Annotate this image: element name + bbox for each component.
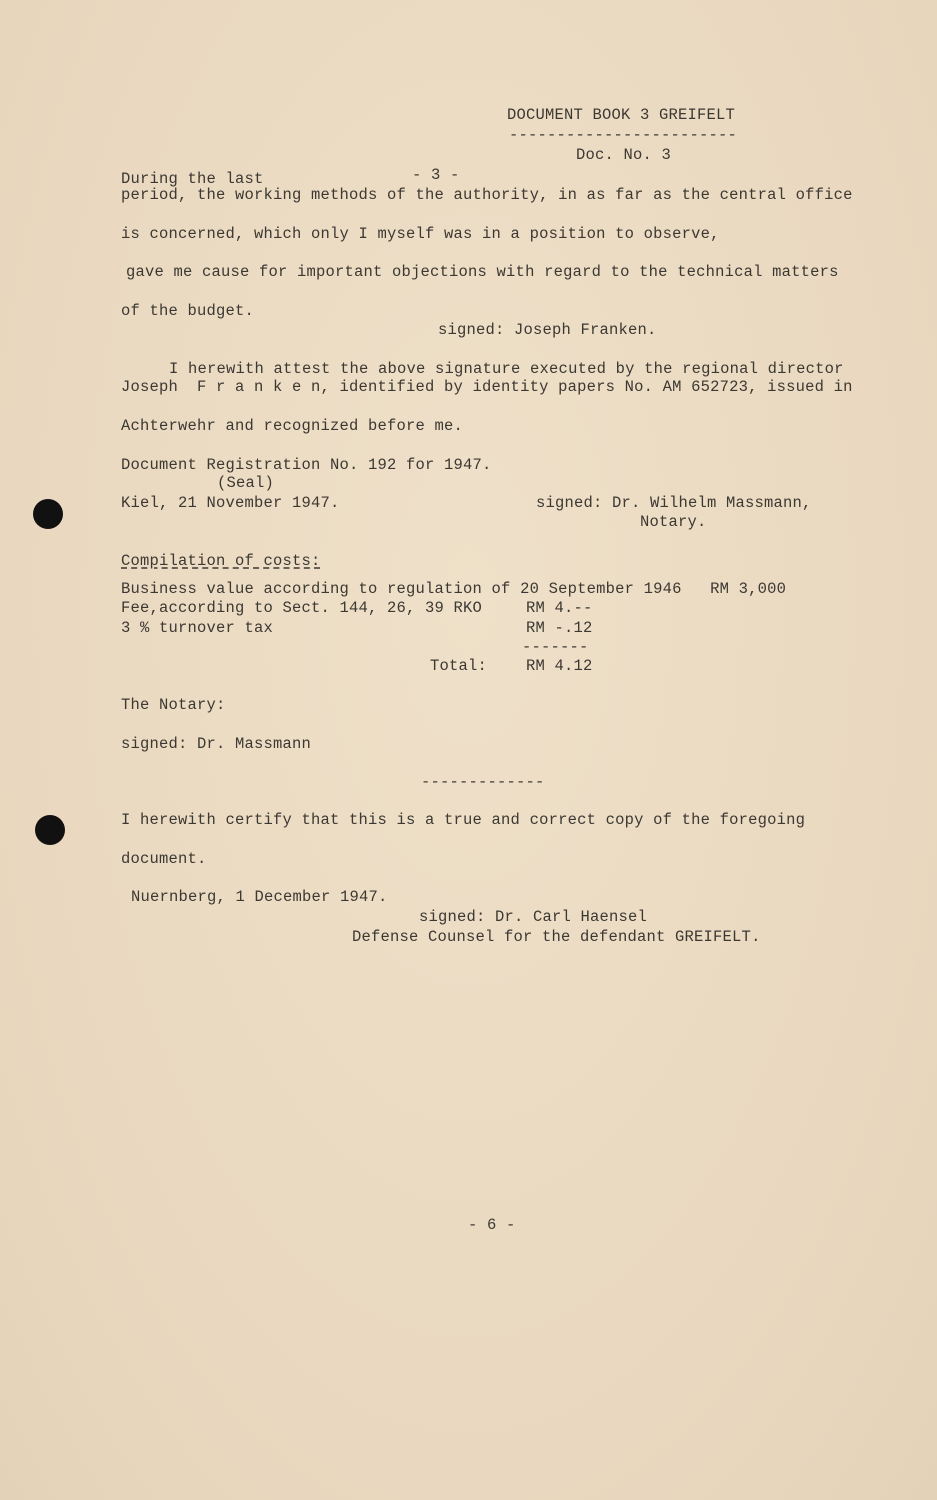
section-divider: ------------- bbox=[421, 773, 545, 791]
costs-line-label: Fee,according to Sect. 144, 26, 39 RKO bbox=[121, 599, 483, 617]
signature-franken: signed: Joseph Franken. bbox=[438, 321, 657, 339]
signature-haensel: signed: Dr. Carl Haensel bbox=[419, 908, 648, 926]
costs-line-label: 3 % turnover tax bbox=[121, 619, 274, 637]
costs-line-value: RM -.12 bbox=[526, 619, 593, 637]
page-number: - 6 - bbox=[468, 1216, 516, 1234]
place-date-kiel: Kiel, 21 November 1947. bbox=[121, 494, 340, 512]
attestation-line: Joseph F r a n k e n, identified by identity papers No. AM 652723, issued in bbox=[121, 378, 853, 396]
certification-line: I herewith certify that this is a true and correct copy of the foregoing bbox=[121, 811, 806, 829]
notary-label: The Notary: bbox=[121, 696, 226, 714]
total-label: Total: bbox=[430, 657, 488, 675]
costs-heading: Compilation of costs: bbox=[121, 552, 321, 570]
page-marker: - 3 - bbox=[412, 166, 460, 184]
notary-title: Notary. bbox=[640, 513, 707, 531]
sum-rule: ------- bbox=[522, 638, 589, 656]
paragraph-line: is concerned, which only I myself was in a position to observe, bbox=[121, 225, 720, 243]
registration-number: Document Registration No. 192 for 1947. bbox=[121, 456, 492, 474]
paragraph-line: During the last bbox=[121, 170, 264, 188]
defense-counsel-title: Defense Counsel for the defendant GREIFELT. bbox=[352, 928, 761, 946]
notary-signature: signed: Dr. Massmann bbox=[121, 735, 312, 753]
paragraph-line: period, the working methods of the authority, in as far as the central office bbox=[121, 186, 853, 204]
punch-hole-bottom bbox=[35, 815, 65, 845]
document-number: Doc. No. 3 bbox=[576, 146, 672, 164]
signature-massmann: signed: Dr. Wilhelm Massmann, bbox=[536, 494, 812, 512]
costs-line: Business value according to regulation of 20 September 1946 RM 3,000 bbox=[121, 580, 787, 598]
place-date-nuernberg: Nuernberg, 1 December 1947. bbox=[131, 888, 388, 906]
costs-line-value: RM 4.-- bbox=[526, 599, 593, 617]
paragraph-line: gave me cause for important objections with regard to the technical matters bbox=[126, 263, 839, 281]
paragraph-line: of the budget. bbox=[121, 302, 255, 320]
attestation-line: I herewith attest the above signature executed by the regional director bbox=[169, 360, 844, 378]
punch-hole-top bbox=[33, 499, 63, 529]
certification-line: document. bbox=[121, 850, 207, 868]
attestation-line: Achterwehr and recognized before me. bbox=[121, 417, 464, 435]
total-value: RM 4.12 bbox=[526, 657, 593, 675]
header-rule: ------------------------ bbox=[509, 126, 738, 144]
document-book-title: DOCUMENT BOOK 3 GREIFELT bbox=[507, 106, 736, 124]
seal-label: (Seal) bbox=[217, 474, 275, 492]
